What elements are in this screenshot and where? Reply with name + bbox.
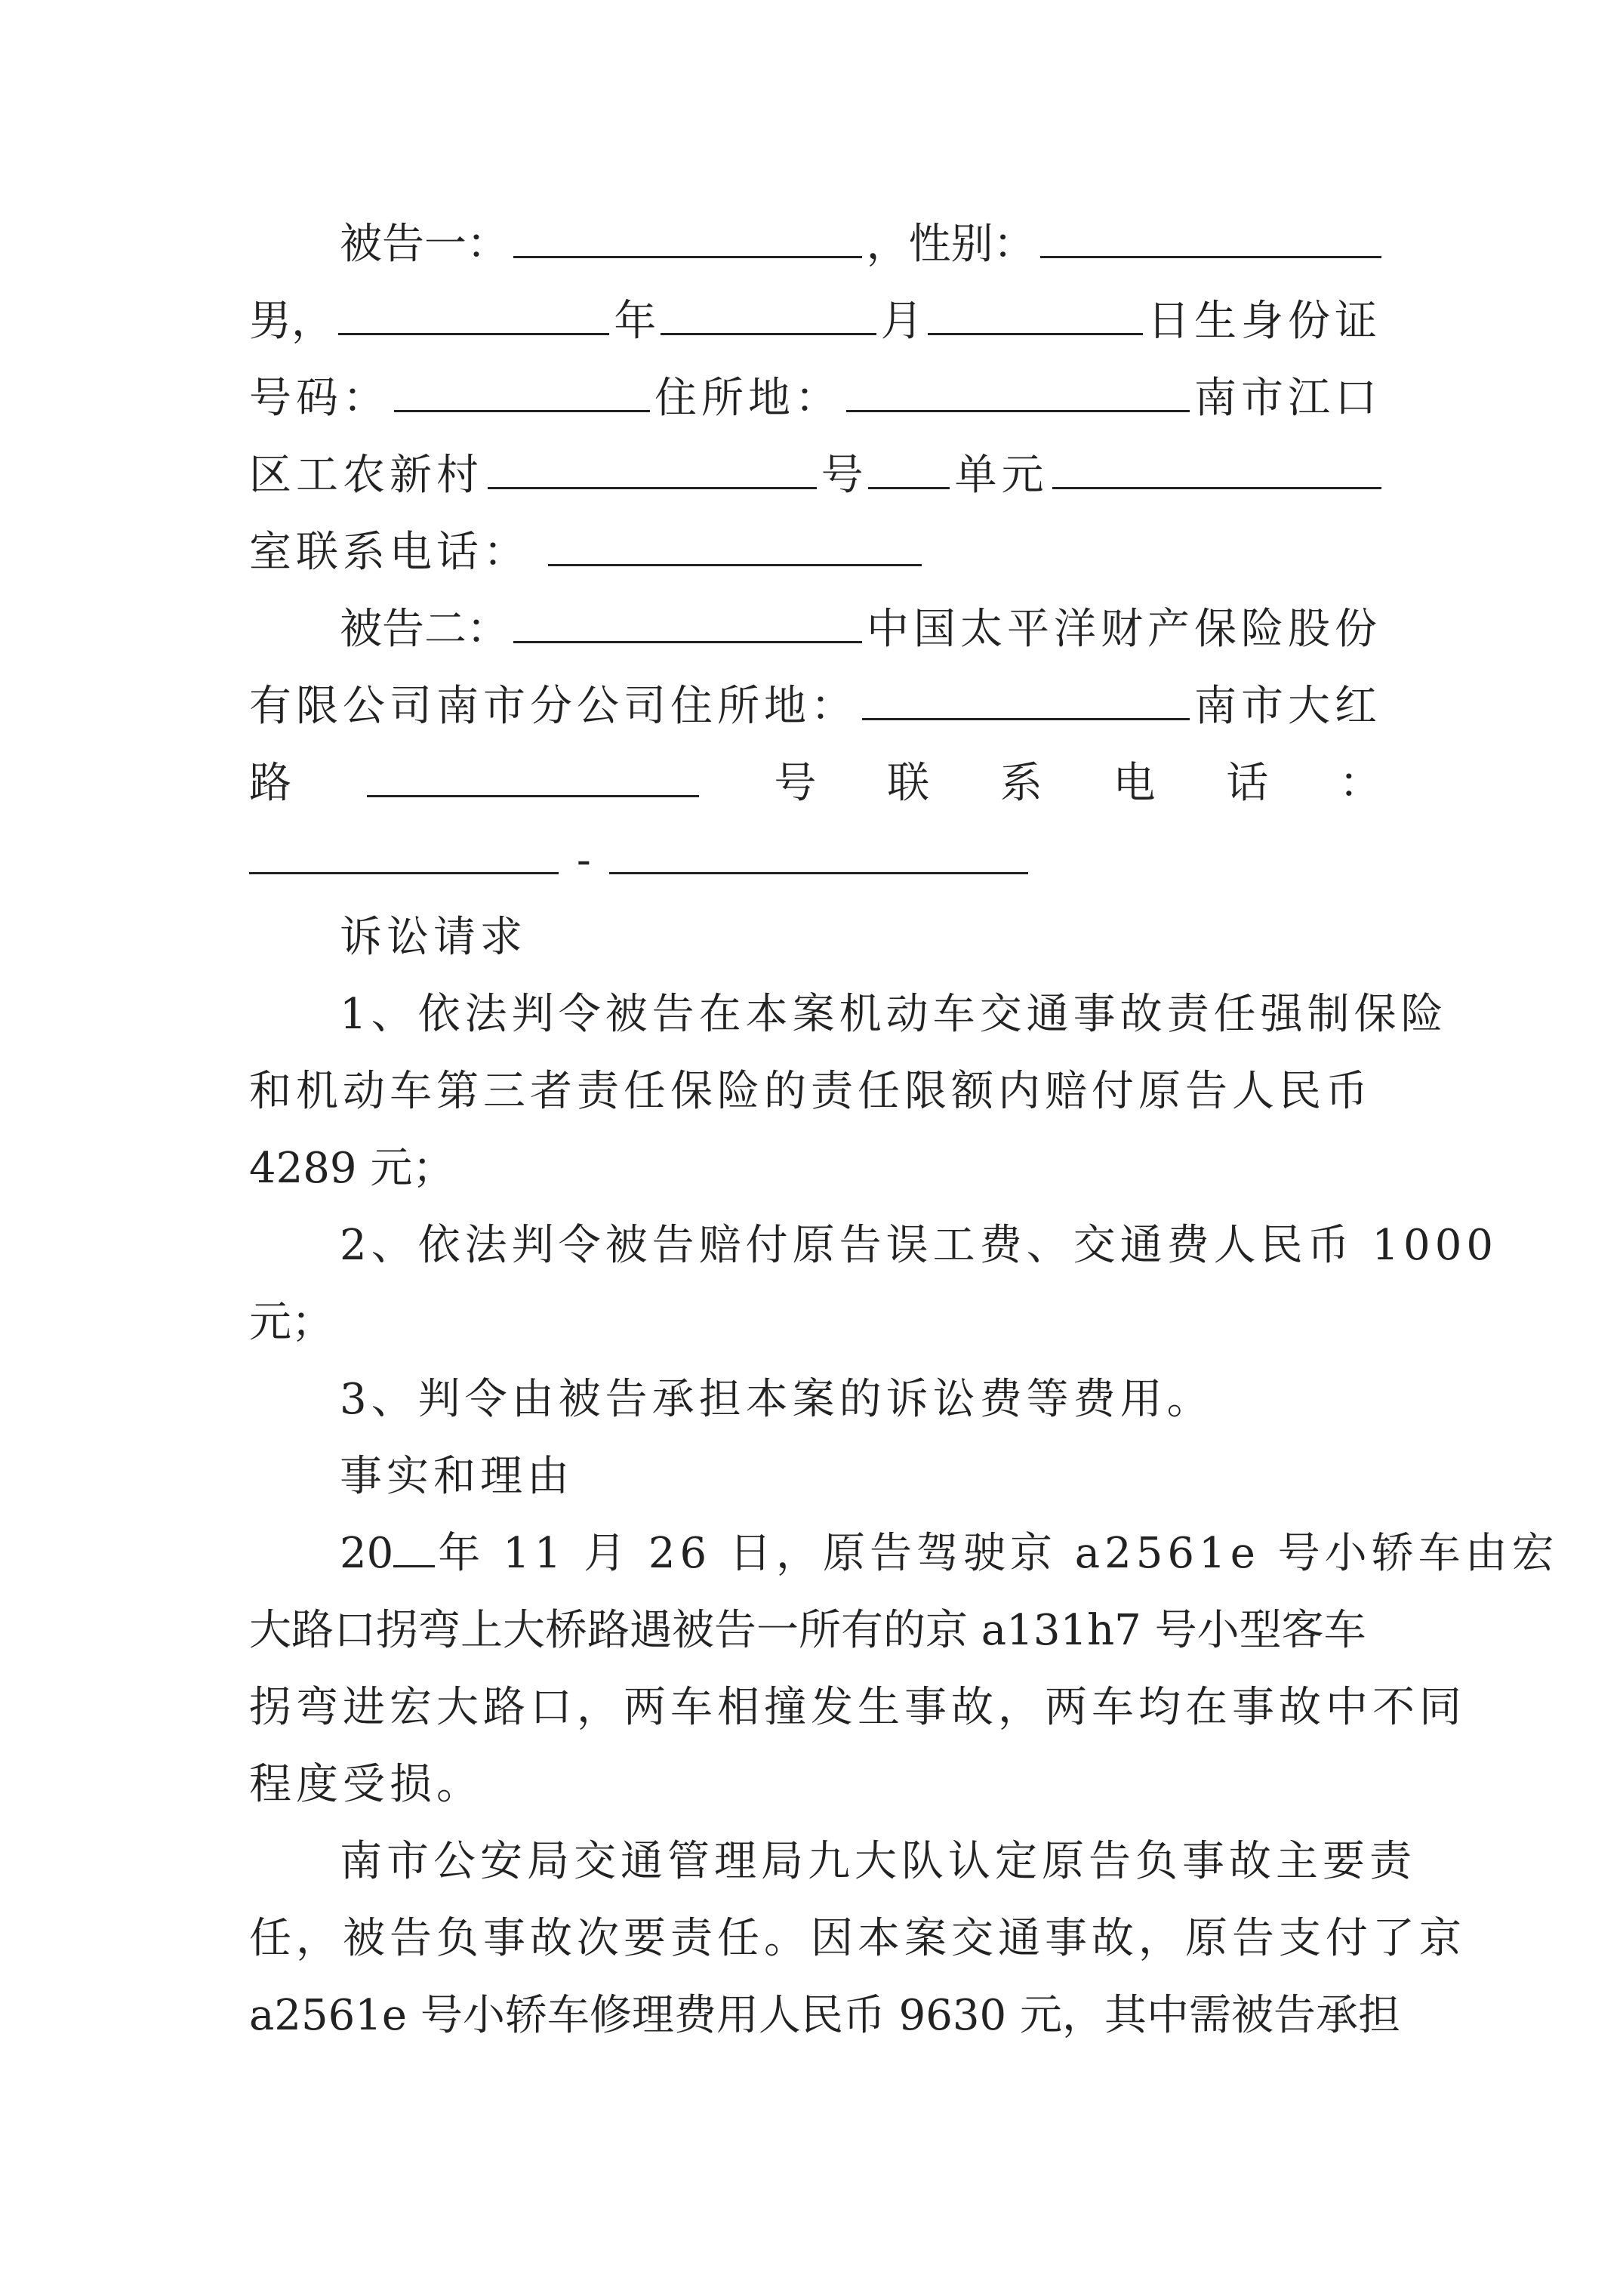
defendant2-line2 <box>249 667 1381 746</box>
defendant2-line4 <box>249 821 1381 900</box>
id-number-label: 号码： <box>249 374 390 423</box>
year-blank <box>393 1523 435 1567</box>
city-label: 南市江口 <box>1194 374 1381 423</box>
district-label: 区工农新村 <box>249 451 483 500</box>
unit-blank <box>1052 445 1381 489</box>
claim-1-line-a: 1、依法判令被告在本案机动车交通事故责任强制保险 <box>340 990 1448 1039</box>
defendant1-line1 <box>340 205 1381 284</box>
road-label: 路 <box>249 759 291 808</box>
village-blank <box>488 445 817 489</box>
address-blank <box>846 368 1190 412</box>
phone-number-blank <box>609 830 1028 874</box>
room-phone-label: 室联系电话： <box>249 528 530 577</box>
facts-p1-line-a <box>340 1515 1559 1593</box>
gender-value: 男， <box>249 297 334 346</box>
facts-p1-text-a: 年 11 月 26 日，原告驾驶京 a2561e 号小轿车由宏 <box>438 1529 1559 1578</box>
claims-heading: 诉讼请求 <box>340 913 527 962</box>
defendant1-line5 <box>249 513 1381 592</box>
claim-2-line-a: 2、依法判令被告赔付原告误工费、交通费人民币 1000 <box>340 1221 1498 1270</box>
company-address-blank <box>862 676 1190 720</box>
address-label: 住所地： <box>654 374 842 423</box>
number-label: 号 <box>821 451 864 500</box>
birth-day-blank <box>928 291 1143 335</box>
defendant2-label: 被告二： <box>340 605 509 654</box>
facts-p1-line-c: 拐弯进宏大路口，两车相撞发生事故，两车均在事故中不同 <box>249 1683 1466 1732</box>
company-city: 南市大红 <box>1194 682 1381 731</box>
birth-month-blank <box>661 291 876 335</box>
birth-year-blank <box>338 291 609 335</box>
phone-dash: - <box>576 836 591 885</box>
num-label: 号 <box>774 759 817 808</box>
lian-label: 联 <box>887 759 930 808</box>
month-label: 月 <box>880 297 923 346</box>
year-prefix: 20 <box>340 1529 394 1578</box>
phone-area-blank <box>249 830 559 874</box>
facts-p1-line-d: 程度受损。 <box>249 1760 483 1809</box>
unit-label: 单元 <box>954 451 1049 500</box>
defendant1-name-blank <box>513 214 862 258</box>
claim-1-line-b: 和机动车第三者责任保险的责任限额内赔付原告人民币 <box>249 1067 1372 1116</box>
company-name-b: 有限公司南市分公司住所地： <box>249 682 858 731</box>
defendant1-line4 <box>249 436 1381 515</box>
claim-3: 3、判令由被告承担本案的诉讼费等费用。 <box>340 1375 1214 1424</box>
defendant1-label: 被告一： <box>340 220 509 269</box>
gender-label: ，性别： <box>866 220 1036 269</box>
company-name-a: 中国太平洋财产保险股份 <box>867 605 1381 654</box>
claim-2-line-b: 元； <box>249 1298 334 1347</box>
defendant2-name-blank <box>513 599 862 643</box>
defendant1-line3 <box>249 359 1381 438</box>
colon-label: ： <box>1338 759 1381 808</box>
defendant1-line2 <box>249 282 1381 361</box>
dian-label: 电 <box>1113 759 1156 808</box>
hua-label: 话 <box>1226 759 1269 808</box>
gender-blank <box>1040 214 1381 258</box>
facts-p2-line-b: 任，被告负事故次要责任。因本案交通事故，原告支付了京 <box>249 1914 1466 1963</box>
defendant2-line1 <box>340 590 1381 669</box>
facts-p1-line-b: 大路口拐弯上大桥路遇被告一所有的京 a131h7 号小型客车 <box>249 1606 1366 1655</box>
claim-1-line-c: 4289 元； <box>249 1144 455 1193</box>
house-number-blank <box>868 445 950 489</box>
road-number-blank <box>367 753 699 797</box>
year-label: 年 <box>614 297 657 346</box>
facts-heading: 事实和理由 <box>340 1452 574 1501</box>
id-number-blank <box>394 368 650 412</box>
birth-id-label: 日生身份证 <box>1147 297 1381 346</box>
facts-p2-line-a: 南市公安局交通管理局九大队认定原告负事故主要责 <box>340 1837 1416 1886</box>
xi-label: 系 <box>999 759 1042 808</box>
defendant2-line3 <box>249 744 1381 823</box>
phone-blank <box>548 522 922 566</box>
facts-p2-line-c: a2561e 号小轿车修理费用人民币 9630 元，其中需被告承担 <box>249 1991 1400 2040</box>
